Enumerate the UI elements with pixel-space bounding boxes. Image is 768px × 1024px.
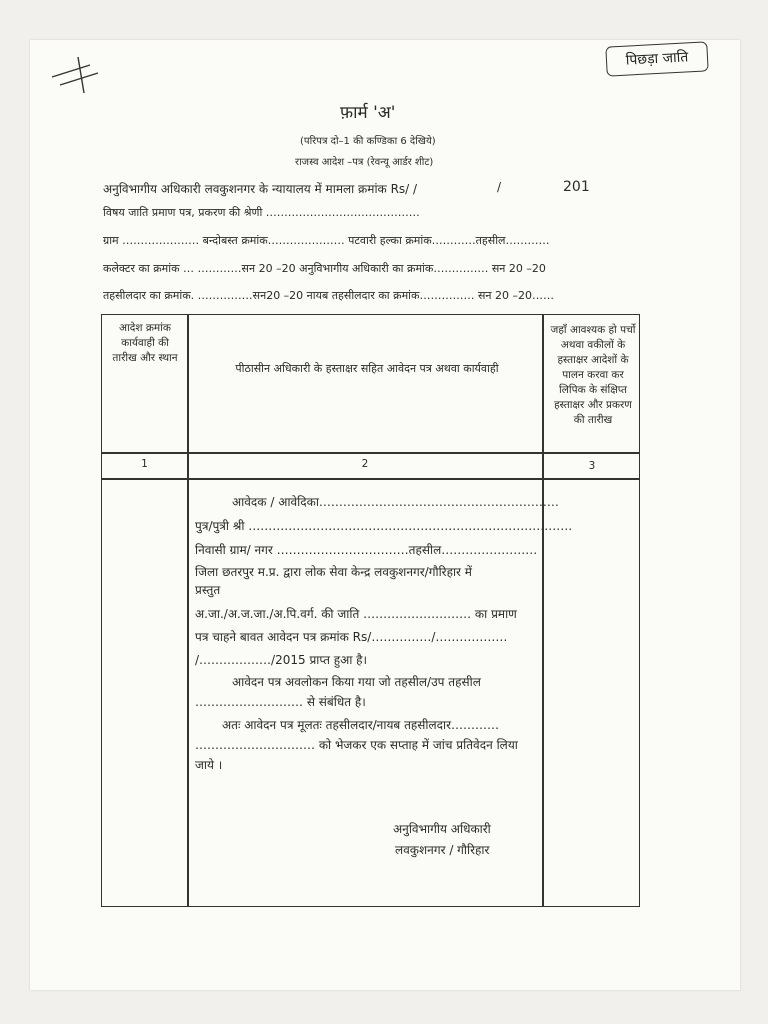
col3-header: जहाँ आवश्यक हो पर्चो अथवा वकीलों के हस्ताक्षर आदेशों के पालन करवा कर लिपिक के संक्षिप्त हस्ताक्षर और प्रकरण की तारीख (550, 324, 636, 426)
court-case-line: अनुविभागीय अधिकारी लवकुशनगर के न्यायालय में मामला क्रमांक Rs/ / (103, 182, 418, 196)
header-divider (102, 452, 639, 454)
body-line-district: जिला छतरपुर म.प्र. द्वारा लोक सेवा केन्द्र लवकुशनगर/गौरिहार में (195, 565, 472, 579)
signature-title: अनुविभागीय अधिकारी (393, 822, 491, 836)
col1-header: आदेश क्रमांक कार्यवाही की तारीख और स्थान (112, 322, 178, 364)
order-sheet-table (101, 314, 640, 907)
body-line-forward: अतः आवेदन पत्र मूलतः तहसीलदार/नायब तहसीलदार………… (222, 718, 500, 732)
col2-header: पीठासीन अधिकारी के हस्ताक्षर सहित आवेदन पत्र अथवा कार्यवाही (235, 362, 499, 375)
court-case-year: 201 (563, 179, 590, 195)
col2-number: 2 (361, 458, 369, 470)
body-line-application-no: पत्र चाहने बावत आवेदन पत्र क्रमांक Rs/……………/……………… (195, 630, 508, 644)
body-line-report: ………………………… को भेजकर एक सप्ताह में जांच प्रतिवेदन लिया (195, 738, 518, 752)
body-line-caste: अ.जा./अ.ज.जा./अ.पि.वर्ग. की जाति ……………………… का प्रमाण (195, 607, 517, 621)
body-line-parent: पुत्र/पुत्री श्री ……………………………………………………………………… (195, 519, 573, 533)
tehsildar-line: तहसीलदार का क्रमांक. ……………सन20 –20 नायब तहसीलदार का क्रमांक…………… सन 20 –20…… (103, 289, 554, 302)
body-line-related: ……………………… से संबंधित है। (195, 695, 366, 709)
category-stamp: पिछड़ा जाति (605, 41, 708, 76)
form-title: फ़ार्म 'अ' (340, 103, 396, 123)
body-line-applicant: आवेदक / आवेदिका…………………………………………………… (232, 495, 559, 509)
subject-line: विषय जाति प्रमाण पत्र, प्रकरण की श्रेणी …………………………………… (103, 206, 420, 219)
number-row-divider (102, 478, 639, 480)
body-line-closing: जाये । (195, 758, 223, 772)
body-line-received: /………………/2015 प्राप्त हुआ है। (195, 653, 368, 667)
body-line-residence: निवासी ग्राम/ नगर ……………………………तहसील…………………… (195, 543, 538, 557)
form-subtitle-order-sheet: राजस्व आदेश –पत्र (रेवन्यू आर्डर शीट) (295, 157, 434, 168)
col1-number: 1 (141, 458, 148, 470)
col3-number: 3 (588, 460, 596, 472)
pen-scribble-mark (50, 55, 110, 95)
form-subtitle-circular: (परिपत्र दो–1 की कण्डिका 6 देखिये) (300, 136, 436, 147)
body-line-submitted: प्रस्तुत (195, 583, 221, 597)
column-divider (542, 315, 544, 906)
village-line: ग्राम ………………… बन्दोबस्त क्रमांक………………… पटवारी हल्का क्रमांक…………तहसील………… (103, 234, 550, 247)
signature-place: लवकुशनगर / गौरिहार (395, 843, 490, 857)
column-divider (187, 315, 189, 906)
body-line-reviewed: आवेदन पत्र अवलोकन किया गया जो तहसील/उप तहसील (232, 675, 481, 689)
court-case-slash: / (497, 180, 502, 194)
collector-line: कलेक्टर का क्रमांक … …………सन 20 –20 अनुविभागीय अधिकारी का क्रमांक…………… सन 20 –20 (103, 262, 546, 275)
